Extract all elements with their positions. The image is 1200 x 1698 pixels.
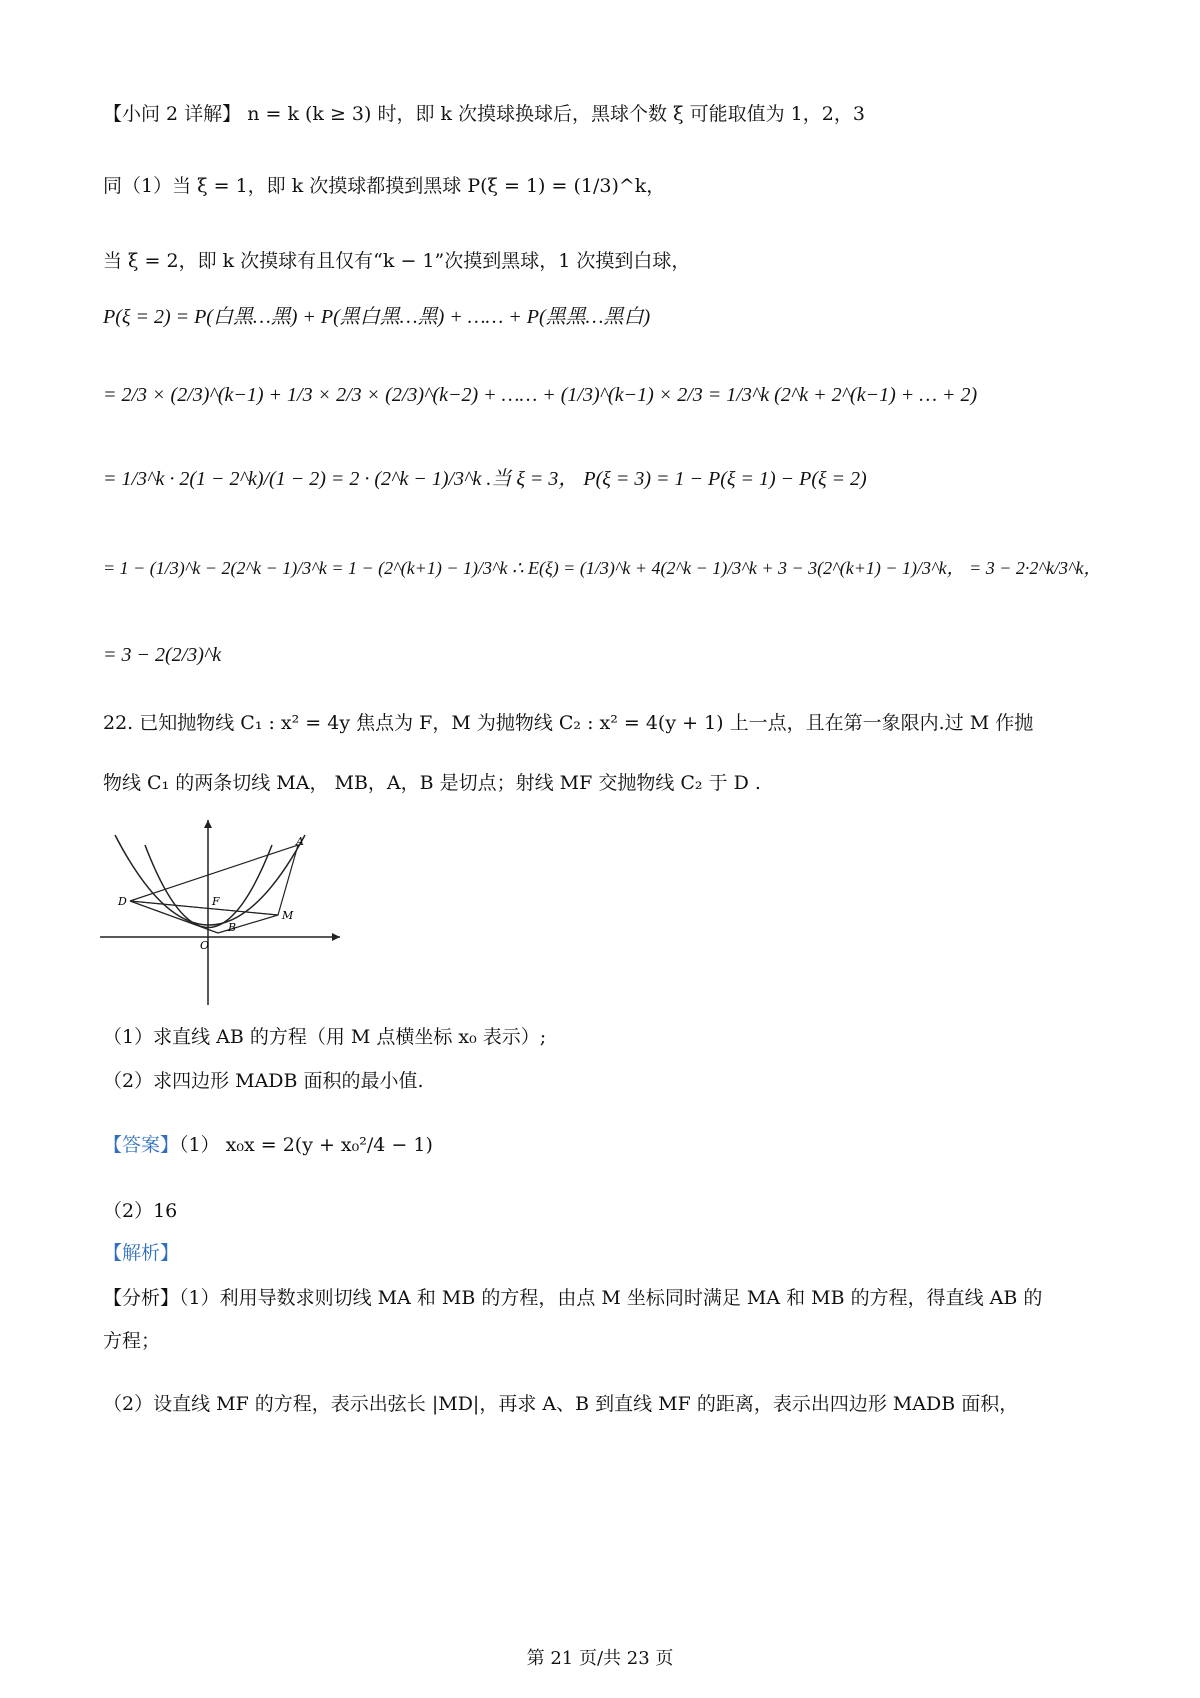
analysis-line3: （2）设直线 MF 的方程，表示出弦长 |MD|，再求 A、B 到直线 MF 的距离，表示出四边形 MADB 面积， bbox=[103, 1393, 1019, 1415]
label-d: D bbox=[118, 895, 127, 908]
problem-22-line1: 22. 已知抛物线 C₁ : x² = 4y 焦点为 F，M 为抛物线 C₂ : x² = 4(y + 1) 上一点，且在第一象限内.过 M 作抛 bbox=[103, 712, 1034, 734]
label-b: B bbox=[228, 921, 237, 934]
x-axis-arrow bbox=[332, 933, 340, 941]
page-footer: 第 21 页/共 23 页 bbox=[526, 1648, 674, 1669]
problem-22-line2: 物线 C₁ 的两条切线 MA， MB，A，B 是切点；射线 MF 交抛物线 C₂ 于 D . bbox=[103, 772, 761, 794]
segment-mb bbox=[218, 915, 278, 933]
line-5: = 2/3 × (2/3)^(k−1) + 1/3 × 2/3 × (2/3)^(k−2) + …… + (1/3)^(k−1) × 2/3 = 1/3^k (2^k + 2^(k−1) + … + 2) bbox=[103, 384, 978, 406]
parabola-figure bbox=[100, 815, 345, 1010]
label-a: A bbox=[296, 835, 304, 848]
line-8: = 3 − 2(2/3)^k bbox=[103, 644, 222, 666]
question-1: （1）求直线 AB 的方程（用 M 点横坐标 x₀ 表示）; bbox=[103, 1026, 547, 1048]
label-o: O bbox=[200, 939, 210, 952]
answer-1: （1） x₀x = 2(y + x₀²/4 − 1) bbox=[179, 1134, 433, 1156]
label-m: M bbox=[282, 909, 294, 922]
label-f: F bbox=[212, 895, 220, 908]
line-3: 当 ξ = 2，即 k 次摸球有且仅有“k − 1”次摸到黑球，1 次摸到白球， bbox=[103, 250, 691, 272]
y-axis-arrow bbox=[204, 820, 212, 828]
question-2: （2）求四边形 MADB 面积的最小值. bbox=[103, 1070, 424, 1092]
answer-tag: 【答案】 bbox=[103, 1134, 180, 1156]
analysis-line1: 【分析】（1）利用导数求则切线 MA 和 MB 的方程，由点 M 坐标同时满足 MA 和 MB 的方程，得直线 AB 的 bbox=[103, 1287, 1043, 1309]
segment-db bbox=[130, 901, 218, 933]
line-2: 同（1）当 ξ = 1，即 k 次摸球都摸到黑球 P(ξ = 1) = (1/3)^k， bbox=[103, 175, 666, 197]
line-6: = 1/3^k · 2(1 − 2^k)/(1 − 2) = 2 · (2^k − 1)/3^k .当 ξ = 3， P(ξ = 3) = 1 − P(ξ = 1) − P(ξ = 2) bbox=[103, 468, 867, 490]
parabola-c2 bbox=[115, 835, 305, 925]
line-1: 【小问 2 详解】 n = k (k ≥ 3) 时，即 k 次摸球换球后，黑球个数 ξ 可能取值为 1，2，3 bbox=[103, 103, 865, 125]
line-7: = 1 − (1/3)^k − 2(2^k − 1)/3^k = 1 − (2^(k+1) − 1)/3^k ∴ E(ξ) = (1/3)^k + 4(2^k − 1)/3^k + 3 − 3(2^(k+1) − 1)/3^k， = 3 − 2·2^k/3^k， bbox=[103, 558, 1102, 578]
answer-row-1 bbox=[103, 1130, 433, 1160]
analysis-tag: 【解析】 bbox=[103, 1242, 180, 1264]
answer-2: （2）16 bbox=[103, 1200, 178, 1222]
line-4: P(ξ = 2) = P(白黑…黑) + P(黑白黑…黑) + …… + P(黑黑…黑白) bbox=[103, 306, 651, 328]
analysis-line2: 方程； bbox=[103, 1330, 161, 1352]
